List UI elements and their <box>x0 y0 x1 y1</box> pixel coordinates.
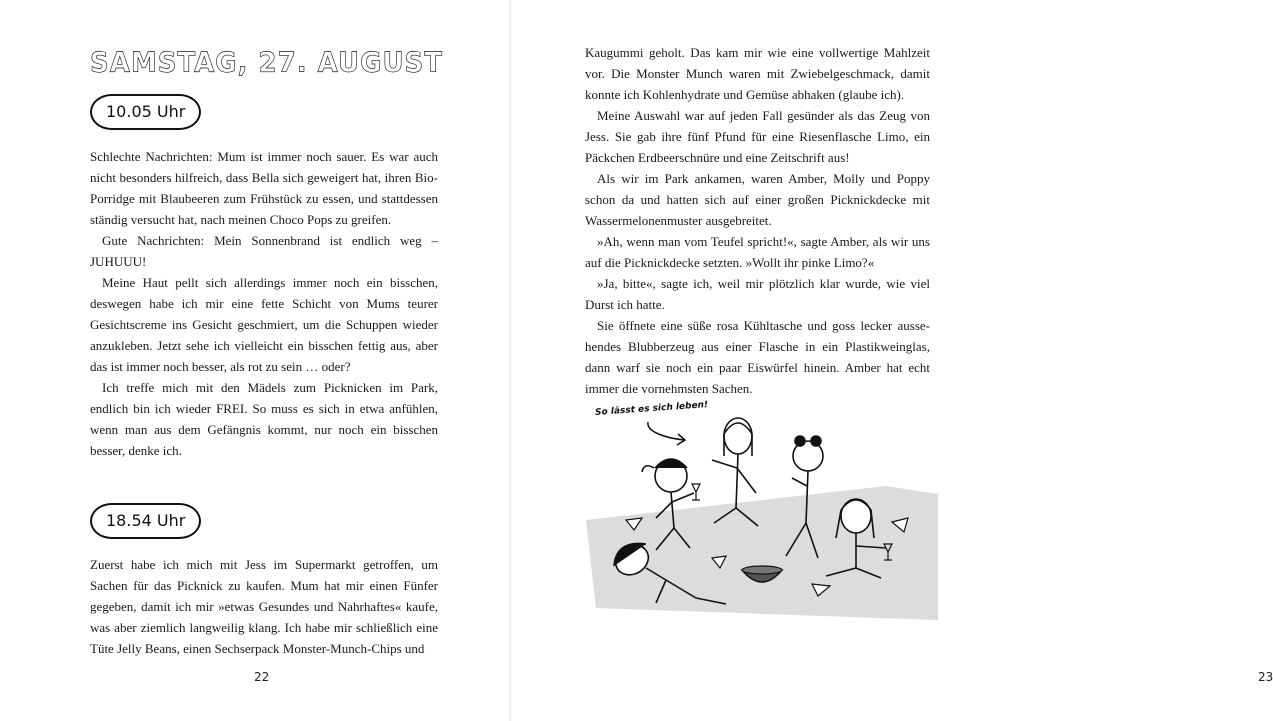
caption-arrow <box>648 422 684 440</box>
date-heading: SAMSTAG, 27. AUGUST <box>90 47 444 79</box>
paragraph: »Ah, wenn man vom Teufel spricht!«, sagte Amber, als wir uns auf die Picknickdecke setzten. »Wollt ihr pinke Limo?« <box>585 234 930 270</box>
time-badge-1: 10.05 Uhr <box>90 94 201 130</box>
left-page <box>0 0 510 721</box>
page-number-right: 23 <box>1258 670 1273 684</box>
time-badge-2: 18.54 Uhr <box>90 503 201 539</box>
paragraph: Gute Nachrichten: Mein Sonnenbrand ist endlich weg – JUHUUU! <box>90 233 438 269</box>
entry-2-text <box>90 554 438 659</box>
paragraph: Ich treffe mich mit den Mädels zum Picknicken im Park, endlich bin ich wieder FREI. So muss es sich in etwa anfühlen, wenn man aus dem Gefängnis kommt, nur noch ein bisschen besser, denke ich. <box>90 380 438 458</box>
picnic-illustration <box>586 398 938 630</box>
paragraph: Kaugummi geholt. Das kam mir wie eine vollwertige Mahlzeit vor. Die Monster Munch waren mit Zwiebelgeschmack, damit konnte ich Kohlenhydrate und Gemüse abhaken (glaube ich). <box>585 45 930 102</box>
paragraph: Als wir im Park ankamen, waren Amber, Molly und Poppy schon da und hatten sich auf einer großen Picknickdecke mit Wassermelonenmuster ausgebreitet. <box>585 171 930 228</box>
paragraph: Meine Haut pellt sich allerdings immer noch ein bisschen, deswegen habe ich mir eine fette Schicht von Mums teurer Gesichtscreme ins Gesicht geschmiert, um die Schuppen wieder anzukleben. Jetzt sehe ich vielleicht ein bisschen fettig aus, aber das ist immer noch besser, als rot zu sein … oder? <box>90 275 438 374</box>
entry-1-text <box>90 146 438 461</box>
paragraph: Sie öffnete eine süße rosa Kühltasche und goss lecker ausse-hendes Blubberzeug aus einer Flasche in ein Plastikweinglas, dann warf sie noch ein paar Eiswürfel hinein. Amber hat echt immer die vornehmsten Sachen. <box>585 318 930 396</box>
paragraph: Schlechte Nachrichten: Mum ist immer noch sauer. Es war auch nicht besonders hilfreich, dass Bella sich geweigert hat, ihren Bio-Porridge mit Blaubeeren zum Frühstück zu essen, und stattdessen ständig versucht hat, nach meinen Choco Pops zu greifen. <box>90 149 438 227</box>
illustration-caption: So lässt es sich leben! <box>594 400 709 418</box>
paragraph: »Ja, bitte«, sagte ich, weil mir plötzlich klar wurde, wie viel Durst ich hatte. <box>585 276 930 312</box>
paragraph: Meine Auswahl war auf jeden Fall gesünder als das Zeug von Jess. Sie gab ihre fünf Pfund für eine Riesenflasche Limo, ein Päckchen Erdbeerschnüre und eine Zeitschrift aus! <box>585 108 930 165</box>
right-page-text <box>585 42 930 399</box>
page-number-left: 22 <box>254 670 270 684</box>
paragraph: Zuerst habe ich mich mit Jess im Supermarkt getroffen, um Sachen für das Picknick zu kaufen. Mum hat mir einen Fünfer gegeben, damit ich mir »etwas Gesundes und Nahrhaftes« kaufe, was aber ziemlich langweilig klang. Ich habe mir schließlich eine Tüte Jelly Beans, einen Sechserpack Monster-Munch-Chips und <box>90 557 438 656</box>
